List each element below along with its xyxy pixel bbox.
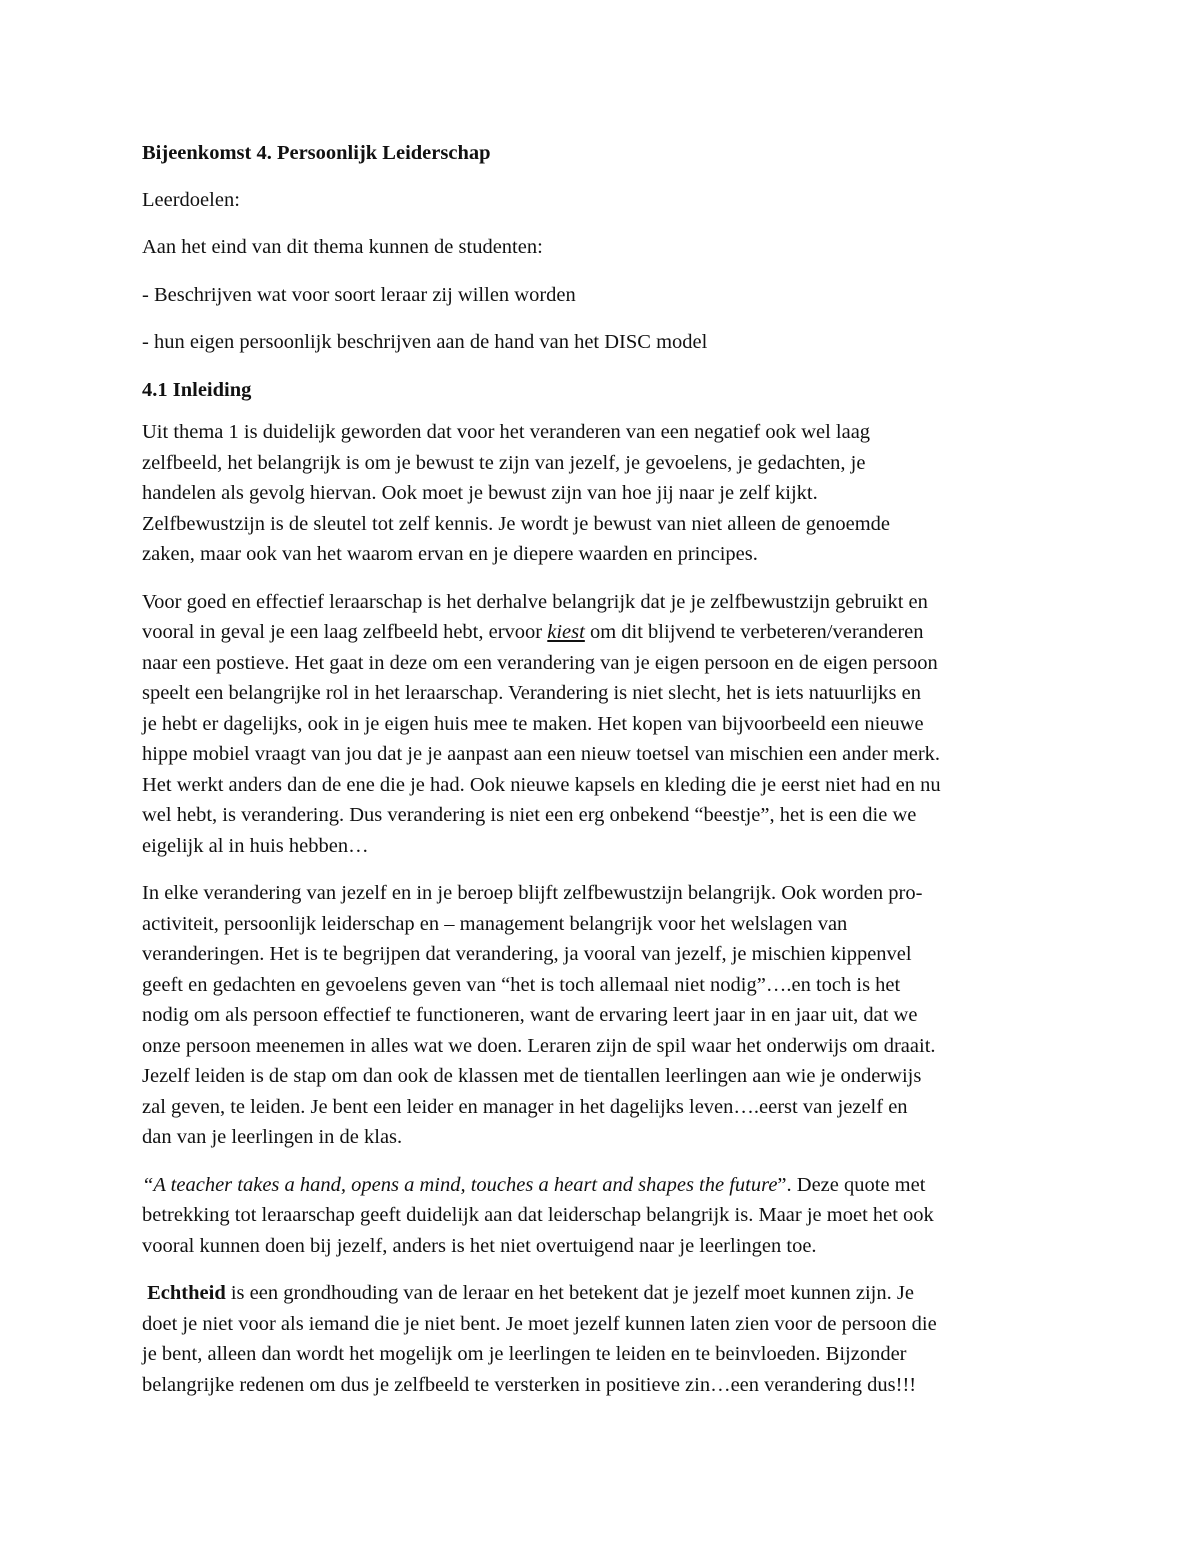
document-page bbox=[142, 138, 1062, 1417]
paragraph-line: activiteit, persoonlijk leiderschap en – management belangrijk voor het welslagen van bbox=[142, 912, 848, 935]
paragraph-4 bbox=[142, 1170, 1062, 1262]
paragraph-line: belangrijke redenen om dus je zelfbeeld te versterken in positieve zin…een verandering dus!!! bbox=[142, 1373, 917, 1396]
paragraph-line: Jezelf leiden is de stap om dan ook de klassen met de tientallen leerlingen aan wie je onderwijs bbox=[142, 1065, 922, 1087]
paragraph-line: Het werkt anders dan de ene die je had. Ook nieuwe kapsels en kleding die je eerst niet had en nu bbox=[142, 773, 941, 796]
paragraph-line: Uit thema 1 is duidelijk geworden dat voor het veranderen van een negatief ook wel laag bbox=[142, 421, 871, 443]
paragraph-line bbox=[142, 1278, 1062, 1309]
paragraph-5 bbox=[142, 1278, 1062, 1400]
text-run: is een grondhouding van de leraar en het betekent dat je jezelf moet kunnen zijn. Je bbox=[225, 1282, 914, 1304]
paragraph-line: doet je niet voor als iemand die je niet bent. Je moet jezelf kunnen laten zien voor de persoon die bbox=[142, 1312, 937, 1335]
paragraph-line: zelfbeeld, het belangrijk is om je bewust te zijn van jezelf, je gevoelens, je gedachten, je bbox=[142, 451, 866, 474]
text-run: ”. Deze quote met bbox=[777, 1173, 926, 1196]
paragraph-line bbox=[142, 617, 1062, 648]
paragraph-line: handelen als gevolg hiervan. Ook moet je bewust zijn van hoe jij naar je zelf kijkt. bbox=[142, 482, 818, 504]
paragraph-line: nodig om als persoon effectief te functioneren, want de ervaring leert jaar in en jaar uit, dat we bbox=[142, 1004, 918, 1026]
paragraph-line: hippe mobiel vraagt van jou dat je je aanpast aan een nieuw toetsel van mischien een ander merk. bbox=[142, 743, 941, 765]
paragraph-line: betrekking tot leraarschap geeft duidelijk aan dat leiderschap belangrijk is. Maar je moet het ook bbox=[142, 1204, 934, 1226]
paragraph-line: speelt een belangrijke rol in het leraarschap. Verandering is niet slecht, het is iets natuurlijks en bbox=[142, 682, 921, 704]
quote-text: “A teacher takes a hand, opens a mind, touches a heart and shapes the future bbox=[142, 1173, 778, 1196]
paragraph-line: zal geven, te leiden. Je bent een leider en manager in het dagelijks leven….eerst van jezelf en bbox=[142, 1095, 908, 1118]
goal-item-1: - Beschrijven wat voor soort leraar zij willen worden bbox=[142, 283, 576, 306]
paragraph-line: naar een postieve. Het gaat in deze om een verandering van je eigen persoon en de eigen persoon bbox=[142, 651, 938, 674]
paragraph-line bbox=[142, 1170, 1062, 1201]
text-run: vooral in geval je een laag zelfbeeld hebt, ervoor bbox=[142, 621, 548, 643]
paragraph-2 bbox=[142, 587, 1062, 862]
paragraph-line: In elke verandering van jezelf en in je beroep blijft zelfbewustzijn belangrijk. Ook worden pro- bbox=[142, 882, 923, 904]
paragraph-line: Voor goed en effectief leraarschap is het derhalve belangrijk dat je je zelfbewustzijn gebruikt en bbox=[142, 590, 928, 613]
paragraph-line: veranderingen. Het is te begrijpen dat verandering, ja vooral van jezelf, je mischien kippenvel bbox=[142, 943, 912, 965]
paragraph-line: zaken, maar ook van het waarom ervan en je diepere waarden en principes. bbox=[142, 543, 758, 565]
paragraph-line: eigelijk al in huis hebben… bbox=[142, 834, 369, 857]
goals-intro: Aan het eind van dit thema kunnen de studenten: bbox=[142, 236, 543, 258]
bold-term: Echtheid bbox=[147, 1282, 226, 1304]
paragraph-line: vooral kunnen doen bij jezelf, anders is het niet overtuigend naar je leerlingen toe. bbox=[142, 1234, 817, 1257]
paragraph-3 bbox=[142, 878, 1062, 1153]
goals-label: Leerdoelen: bbox=[142, 188, 240, 211]
paragraph-line: dan van je leerlingen in de klas. bbox=[142, 1126, 403, 1148]
paragraph-line: Zelfbewustzijn is de sleutel tot zelf kennis. Je wordt je bewust van niet alleen de genoemde bbox=[142, 512, 891, 535]
section-heading: 4.1 Inleiding bbox=[142, 378, 252, 401]
text-run: om dit blijvend te verbeteren/veranderen bbox=[584, 621, 924, 643]
goal-item-2: - hun eigen persoonlijk beschrijven aan de hand van het DISC model bbox=[142, 331, 708, 353]
emphasized-word: kiest bbox=[547, 621, 585, 643]
paragraph-line: geeft en gedachten en gevoelens geven van “het is toch allemaal niet nodig”….en toch is het bbox=[142, 973, 901, 996]
paragraph-1 bbox=[142, 417, 1062, 570]
paragraph-line: wel hebt, is verandering. Dus verandering is niet een erg onbekend “beestje”, het is een die we bbox=[142, 804, 917, 826]
paragraph-line: je bent, alleen dan wordt het mogelijk om je leerlingen te leiden en te beinvloeden. Bijzonder bbox=[142, 1343, 907, 1365]
paragraph-line: je hebt er dagelijks, ook in je eigen huis mee te maken. Het kopen van bijvoorbeeld een nieuwe bbox=[142, 712, 924, 735]
document-title: Bijeenkomst 4. Persoonlijk Leiderschap bbox=[142, 142, 491, 164]
paragraph-line: onze persoon meenemen in alles wat we doen. Leraren zijn de spil waar het onderwijs om draait. bbox=[142, 1034, 936, 1057]
